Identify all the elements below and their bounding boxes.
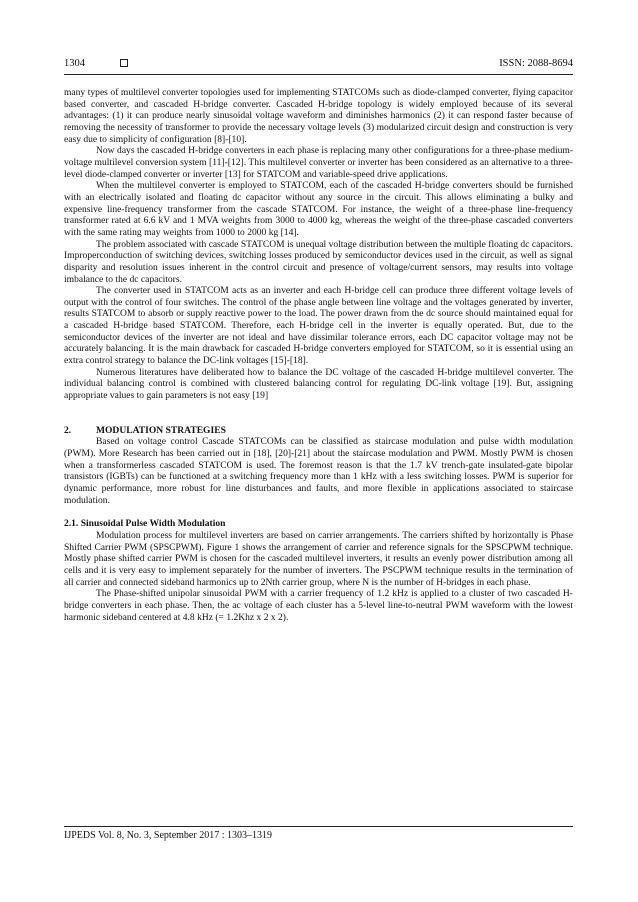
section-title: MODULATION STRATEGIES <box>96 424 226 436</box>
page-body <box>64 87 573 623</box>
paragraph: The converter used in STATCOM acts as an inverter and each H-bridge cell can produce three different voltage levels of output with the control of four switches. The control of the phase angle between line voltage and the voltages generated by inverter, results STATCOM to absorb or supply reactive power to the load. The power drawn from the dc source should maintained equal for a cascaded H-bridge based STATCOM. Therefore, each H-bridge cell in the inverter is equally operated. But, due to the semiconductor devices of the inverter are not ideal and have dissimilar tolerance errors, each DC capacitor voltage may not be accurately balancing. It is the main drawback for cascaded H-bridge converters employed for STATCOM, so it is essential using an extra control strategy to balance the DC-link voltages [15]-[18]. <box>64 285 573 367</box>
paragraph: Modulation process for multilevel inverters are based on carrier arrangements. The carriers shifted by horizontally is Phase Shifted Carrier PWM (SPSCPWM). Figure 1 shows the arrangement of carrier and reference signals for the SPSCPWM technique. Mostly phase shifted carrier PWM is chosen for the cascaded multilevel inverters, it results an evenly power distribution among all cells and it is very easy to implement separately for the number of inverters. The PSCPWM technique results in the termination of all carrier and connected sideband harmonics up to 2Nth carrier group, where N is the number of H-bridges in each phase. <box>64 529 573 588</box>
checkbox-icon <box>120 59 128 67</box>
issn-label: ISSN: 2088-8694 <box>499 58 573 69</box>
page-footer <box>64 826 573 841</box>
paragraph: many types of multilevel converter topologies used for implementing STATCOMs such as diode-clamped converter, flying capacitor based converter, and cascaded H-bridge converter. Cascaded H-bridge topology is widely employed because of its several advantages: (1) it can produce nearly sinusoidal voltage waveform and diminishes harmonics (2) it can respond faster because of removing the necessity of transformer to provide the necessary voltage levels (3) modularized circuit design and construction is very easy due to simplicity of configuration [8]-[10]. <box>64 87 573 145</box>
page-header <box>64 58 573 75</box>
paragraph: The problem associated with cascade STATCOM is unequal voltage distribution between the multiple floating dc capacitors. Improperconduction of switching devices, switching losses produced by semiconductor devices used in the circuit, as well as signal disparity and resolution issues inherent in the control circuit and presence of voltage/current sensors, may results into voltage imbalance to the dc capacitors. <box>64 238 573 285</box>
paragraph: When the multilevel converter is employed to STATCOM, each of the cascaded H-bridge converters should be furnished with an electrically isolated and floating dc capacitor without any source in the circuit. This allows eliminating a bulky and expensive line-frequency transformer from the cascade STATCOM. For instance, the weight of a three-phase line-frequency transformer rated at 6.6 kV and 1 MVA weights from 3000 to 4000 kg, whereas the weight of the three-phase cascaded converters with the same rating may weights from 1000 to 2000 kg [14]. <box>64 180 573 238</box>
section-heading <box>64 425 573 437</box>
paragraph: Based on voltage control Cascade STATCOMs can be classified as staircase modulation and pulse width modulation (PWM). More Research has been carried out in [18], [20]-[21] about the staircase modulation and PWM. Mostly PWM is chosen when a transformerless cascaded STATCOM is used. The foremost reason is that the 1.7 kV trench-gate insulated-gate bipolar transistors (IGBTs) can be functioned at a switching frequency more than 1 kHz with a less switching losses. PWM is superior for dynamic performance, more robust for line disturbances and faults, and more flexible in applications associated to staircase modulation. <box>64 436 573 506</box>
paragraph: Now days the cascaded H-bridge converters in each phase is replacing many other configurations for a three-phase medium-voltage multilevel conversion system [11]-[12]. This multilevel converter or inverter has been considered as an alternative to a three-level diode-clamped converter or inverter [13] for STATCOM and variable-speed drive applications. <box>64 145 573 180</box>
paragraph: The Phase-shifted unipolar sinusoidal PWM with a carrier frequency of 1.2 kHz is applied to a cluster of two cascaded H-bridge converters in each phase. Then, the ac voltage of each cluster has a 5-level line-to-neutral PWM waveform with the lowest harmonic sideband centered at 4.8 kHz (= 1.2Khz x 2 x 2). <box>64 588 573 623</box>
subsection-heading: 2.1. Sinusoidal Pulse Width Modulation <box>64 518 226 530</box>
page-number: 1304 <box>64 58 85 69</box>
paragraph: Numerous literatures have deliberated how to balance the DC voltage of the cascaded H-bridge multilevel converter. The individual balancing control is combined with clustered balancing control for regulating DC-link voltage [19]. But, assigning appropriate values to gain parameters is not easy [19] <box>64 366 573 402</box>
section-number: 2. <box>64 424 72 436</box>
journal-citation: IJPEDS Vol. 8, No. 3, September 2017 : 1303–1319 <box>64 830 272 841</box>
